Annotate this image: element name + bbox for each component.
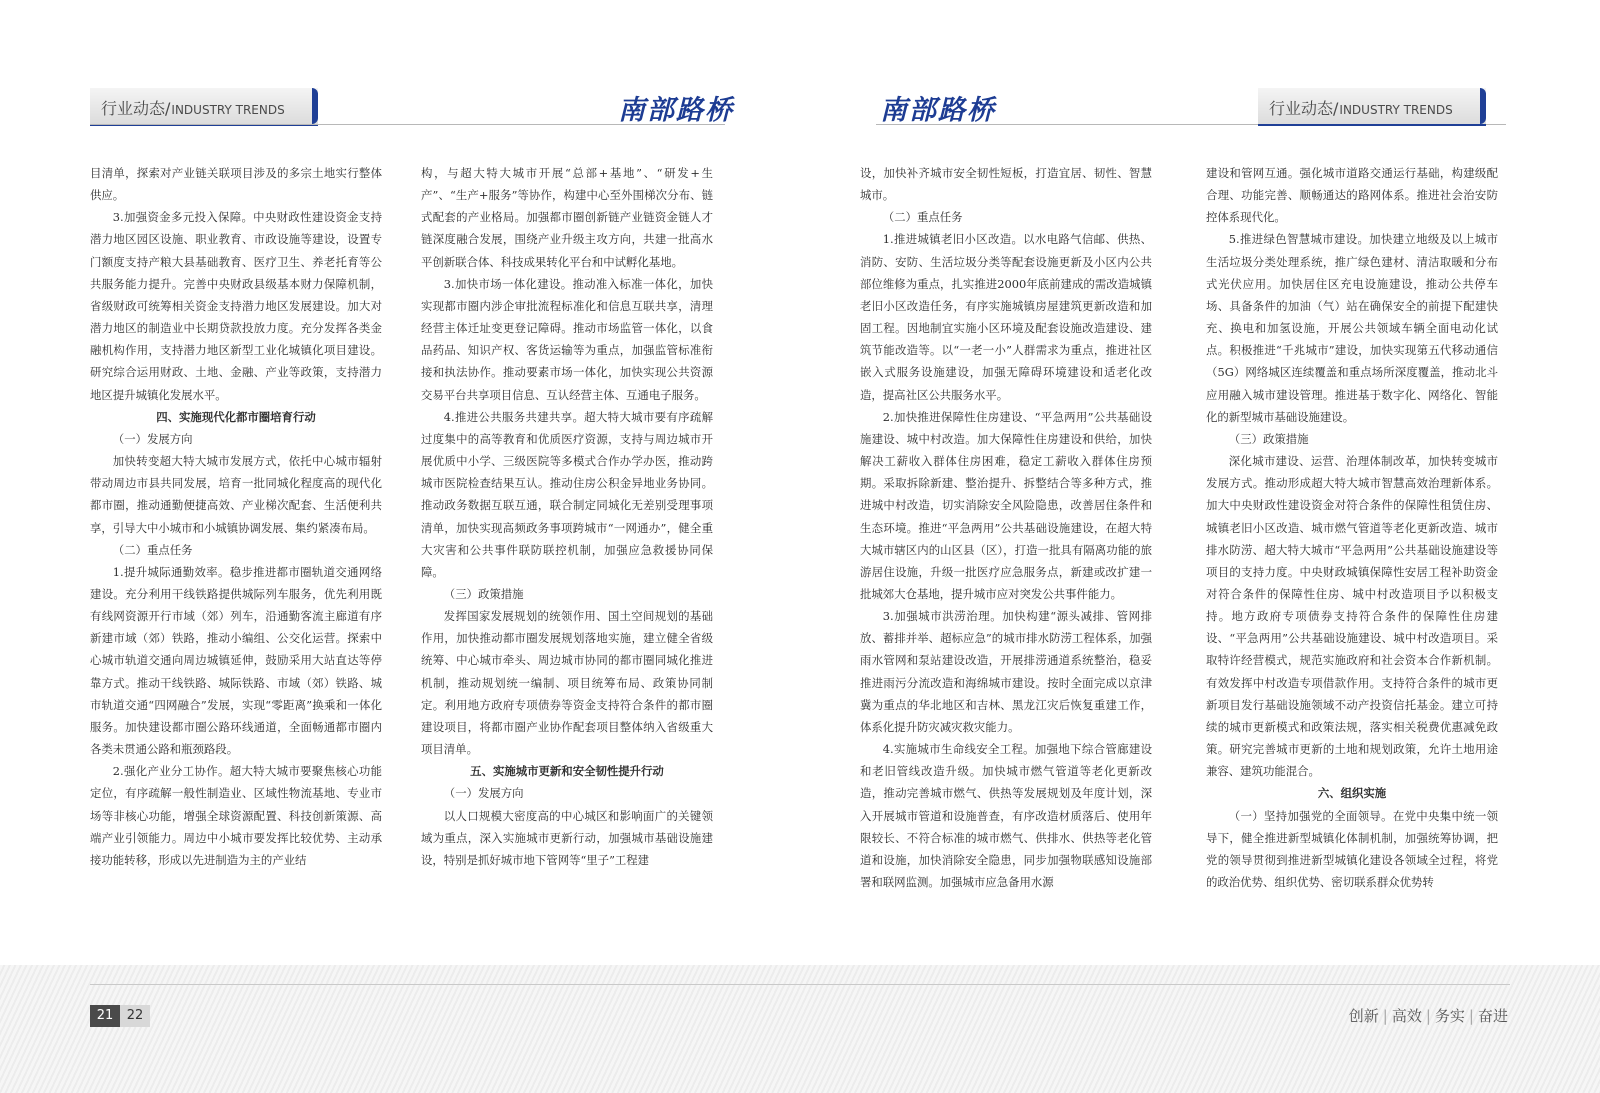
section-heading: 四、实施现代化都市圈培育行动 [156, 409, 316, 424]
paragraph: 1.推进城镇老旧小区改造。以水电路气信邮、供热、消防、安防、生活垃圾分类等配套设施更新及小区内公共部位维修为重点，扎实推进2000年底前建成的需改造城镇老旧小区改造任务，有序实施城镇房屋建筑更新改造和加固工程。因地制宜实施小区环境及配套设施改造建设、建筑节能改造等。以“一老一小”人群需求为重点，推进社区嵌入式服务设施建设，加强无障碍环境建设和适老化改造，提高社区公共服务水平。 [860, 232, 1152, 402]
section-tag-accent [1480, 88, 1486, 124]
footer-slogan: 创新 | 高效 | 务实 | 奋进 [1345, 1005, 1512, 1026]
paragraph: 3.加强资金多元投入保障。中央财政性建设资金支持潜力地区园区设施、职业教育、市政设施等建设，设置专门额度支持产粮大县基础教育、医疗卫生、养老托育等公共服务能力提升。完善中央财政县级基本财力保障机制，省级财政可统筹相关资金支持潜力地区发展建设。加大对潜力地区的制造业中长期贷款投放力度。充分发挥各类金融机构作用，支持潜力地区新型工业化城镇化项目建设。研究综合运用财政、土地、金融、产业等政策，支持潜力地区提升城镇化发展水平。 [90, 210, 382, 402]
text-column-4 [1206, 162, 1498, 922]
section-heading: 六、组织实施 [1317, 786, 1387, 801]
paragraph: 深化城市建设、运营、治理体制改革，加快转变城市发展方式。推动形成超大特大城市智慧高效治理新体系。加大中央财政性建设资金对符合条件的保障性租赁住房、城镇老旧小区改造、城市燃气管道等老化更新改造、城市排水防涝、超大特大城市“平急两用”公共基础设施建设等项目的支持力度。中央财政城镇保障性安居工程补助资金对符合条件的保障性住房、城中村改造项目予以积极支持。地方政府专项债券支持符合条件的保障性住房建设、“平急两用”公共基础设施建设、城中村改造项目。采取特许经营模式，规范实施政府和社会资本合作新机制。有效发挥中村改造专项借款作用。支持符合条件的城市更新项目发行基础设施领域不动产投资信托基金。建立可持续的城市更新模式和政策法规，落实相关税费优惠减免政策。研究完善城市更新的土地和规划政策，允许土地用途兼容、建筑功能混合。 [1206, 454, 1498, 779]
paragraph: （二）重点任务 [882, 210, 963, 225]
section-title-sep: / [165, 99, 171, 118]
paragraph: 4.推进公共服务共建共享。超大特大城市要有序疏解过度集中的高等教育和优质医疗资源，支持与周边城市开展优质中小学、三级医院等多模式合作办学办医，推动跨城市医院检查结果互认。推动住房公积金异地业务协同。推动政务数据互联互通，联合制定同城化无差别受理事项清单，加快实现高频政务事项跨城市“一网通办”，健全重大灾害和公共事件联防联控机制，加强应急救援协同保障。 [421, 409, 713, 579]
section-tag-left [90, 88, 318, 126]
right-page [800, 0, 1600, 1093]
paragraph: （三）政策措施 [1228, 431, 1309, 446]
footer-rule [90, 984, 1510, 985]
slogan-word: 务实 [1434, 1007, 1465, 1025]
page-number-left: 21 [90, 1005, 120, 1027]
paragraph: 2.加快推进保障性住房建设、“平急两用”公共基础设施建设、城中村改造。加大保障性住房建设和供给，加快解决工薪收入群体住房困难，稳定工薪收入群体住房预期。采取拆除新建、整治提升、拆整结合等多种方式，推进城中村改造，切实消除安全风险隐患，改善居住条件和生态环境。推进“平急两用”公共基础设施建设，在超大特大城市辖区内的山区县（区），打造一批具有隔离功能的旅游居住设施，升级一批医疗应急服务点，新建或改扩建一批城郊大仓基地，提升城市应对突发公共事件能力。 [860, 409, 1152, 601]
text-column-3 [860, 162, 1152, 922]
paragraph: 设，加快补齐城市安全韧性短板，打造宜居、韧性、智慧城市。 [860, 166, 1152, 203]
section-heading: 五、实施城市更新和安全韧性提升行动 [470, 764, 664, 779]
brand-logo-left: 南部路桥 [618, 95, 734, 126]
section-tag-accent [312, 88, 318, 124]
paragraph: （二）重点任务 [112, 542, 193, 557]
page-number-right: 22 [120, 1005, 150, 1027]
section-title-cn: 行业动态 [101, 99, 166, 118]
paragraph: 1.提升城际通勤效率。稳步推进都市圈轨道交通网络建设。充分利用干线铁路提供城际列车服务，优先利用既有线网资源开行市域（郊）列车，沿通勤客流主廊道有序新建市域（郊）铁路，推动小编组、公交化运营。探索中心城市轨道交通向周边城镇延伸，鼓励采用大站直达等停靠方式。推动干线铁路、城际铁路、市域（郊）铁路、城市轨道交通“四网融合”发展，实现“零距离”换乘和一体化服务。加快建设都市圈公路环线通道，全面畅通都市圈内各类未贯通公路和瓶颈路段。 [90, 564, 382, 757]
paragraph: 加快转变超大特大城市发展方式，依托中心城市辐射带动周边市县共同发展，培育一批同城化程度高的现代化都市圈，推动通勤便捷高效、产业梯次配套、生活便利共享，引导大中小城市和小城镇协调发展、集约紧凑布局。 [90, 454, 382, 535]
section-title-cn: 行业动态 [1269, 99, 1334, 118]
paragraph: 建设和管网互通。强化城市道路交通运行基础，构建级配合理、功能完善、顺畅通达的路网体系。推进社会治安防控体系现代化。 [1206, 166, 1498, 225]
slogan-word: 奋进 [1477, 1007, 1508, 1025]
paragraph: 构，与超大特大城市开展“总部+基地”、“研发+生产”、“生产+服务”等协作，构建中心至外围梯次分布、链式配套的产业格局。加强都市圈创新链产业链资金链人才链深度融合发展，围绕产业升级主攻方向，共建一批高水平创新联合体、科技成果转化平台和中试孵化基地。 [421, 166, 713, 269]
paragraph: 3.加强城市洪涝治理。加快构建“源头减排、管网排放、蓄排并举、超标应急”的城市排水防涝工程体系，加强雨水管网和泵站建设改造，开展排涝通道系统整治，稳妥推进雨污分流改造和海绵城市建设。按时全面完成以京津冀为重点的华北地区和吉林、黑龙江灾后恢复重建工作，体系化提升防灾减灾救灾能力。 [860, 609, 1152, 734]
paragraph: 以人口规模大密度高的中心城区和影响面广的关键领域为重点，深入实施城市更新行动，加强城市基础设施建设，特别是抓好城市地下管网等“里子”工程建 [421, 808, 713, 867]
paragraph: 发挥国家发展规划的统领作用、国土空间规划的基础作用，加快推动都市圈发展规划落地实施，建立健全省级统筹、中心城市牵头、周边城市协同的都市圈同城化推进机制，推动规划统一编制、项目统筹布局、政策协同制定。利用地方政府专项债券等资金支持符合条件的都市圈建设项目，将都市圈产业协作配套项目整体纳入省级重大项目清单。 [421, 609, 713, 757]
paragraph: 3.加快市场一体化建设。推动准入标准一体化，加快实现都市圈内涉企审批流程标准化和信息互联共享，清理经营主体迁址变更登记障碍。推动市场监管一体化，以食品药品、知识产权、客货运输等为重点，加强监管标准衔接和执法协作。推动要素市场一体化，加快实现公共资源交易平台共享项目信息、互认经营主体、互通电子服务。 [421, 276, 713, 402]
paragraph: 2.强化产业分工协作。超大特大城市要聚焦核心功能定位，有序疏解一般性制造业、区域性物流基地、专业市场等非核心功能，增强全球资源配置、科技创新策源、高端产业引领能力。周边中小城市要发挥比较优势、主动承接功能转移，形成以先进制造为主的产业结 [90, 764, 382, 867]
paragraph: （一）发展方向 [443, 786, 524, 801]
brand-logo-right: 南部路桥 [880, 95, 996, 126]
paragraph: （三）政策措施 [443, 586, 524, 601]
slogan-word: 高效 [1391, 1007, 1422, 1025]
text-column-1 [90, 162, 382, 922]
section-title-en: INDUSTRY TRENDS [171, 103, 285, 117]
paragraph: 4.实施城市生命线安全工程。加强地下综合管廊建设和老旧管线改造升级。加快城市燃气管道等老化更新改造，推动完善城市燃气、供热等发展规划及年度计划，深入开展城市管道和设施普查，有序改造材质落后、使用年限较长、不符合标准的城市燃气、供排水、供热等老化管道和设施，加快消除安全隐患，同步加强物联感知设施部署和联网监测。加强城市应急备用水源 [860, 742, 1152, 889]
section-title-sep: / [1333, 99, 1339, 118]
paragraph: （一）坚持加强党的全面领导。在党中央集中统一领导下，健全推进新型城镇化体制机制，加强统筹协调，把党的领导贯彻到推进新型城镇化建设各领域全过程，将党的政治优势、组织优势、密切联系群众优势转 [1206, 808, 1498, 889]
section-tag-right [1258, 88, 1486, 126]
paragraph: 目清单，探索对产业链关联项目涉及的多宗土地实行整体供应。 [90, 166, 382, 203]
slogan-word: 创新 [1348, 1007, 1379, 1025]
section-title-en: INDUSTRY TRENDS [1339, 103, 1453, 117]
paragraph: （一）发展方向 [112, 431, 193, 446]
text-column-2 [421, 162, 713, 922]
paragraph: 5.推进绿色智慧城市建设。加快建立地级及以上城市生活垃圾分类处理系统，推广绿色建材、清洁取暖和分布式光伏应用。加快居住区充电设施建设，推动公共停车场、具备条件的加油（气）站在确保安全的前提下配建快充、换电和加氢设施，开展公共领域车辆全面电动化试点。积极推进“千兆城市”建设，加快实现第五代移动通信（5G）网络城区连续覆盖和重点场所深度覆盖，推动北斗应用融入城市建设管理。推进基于数字化、网络化、智能化的新型城市基础设施建设。 [1206, 232, 1498, 424]
